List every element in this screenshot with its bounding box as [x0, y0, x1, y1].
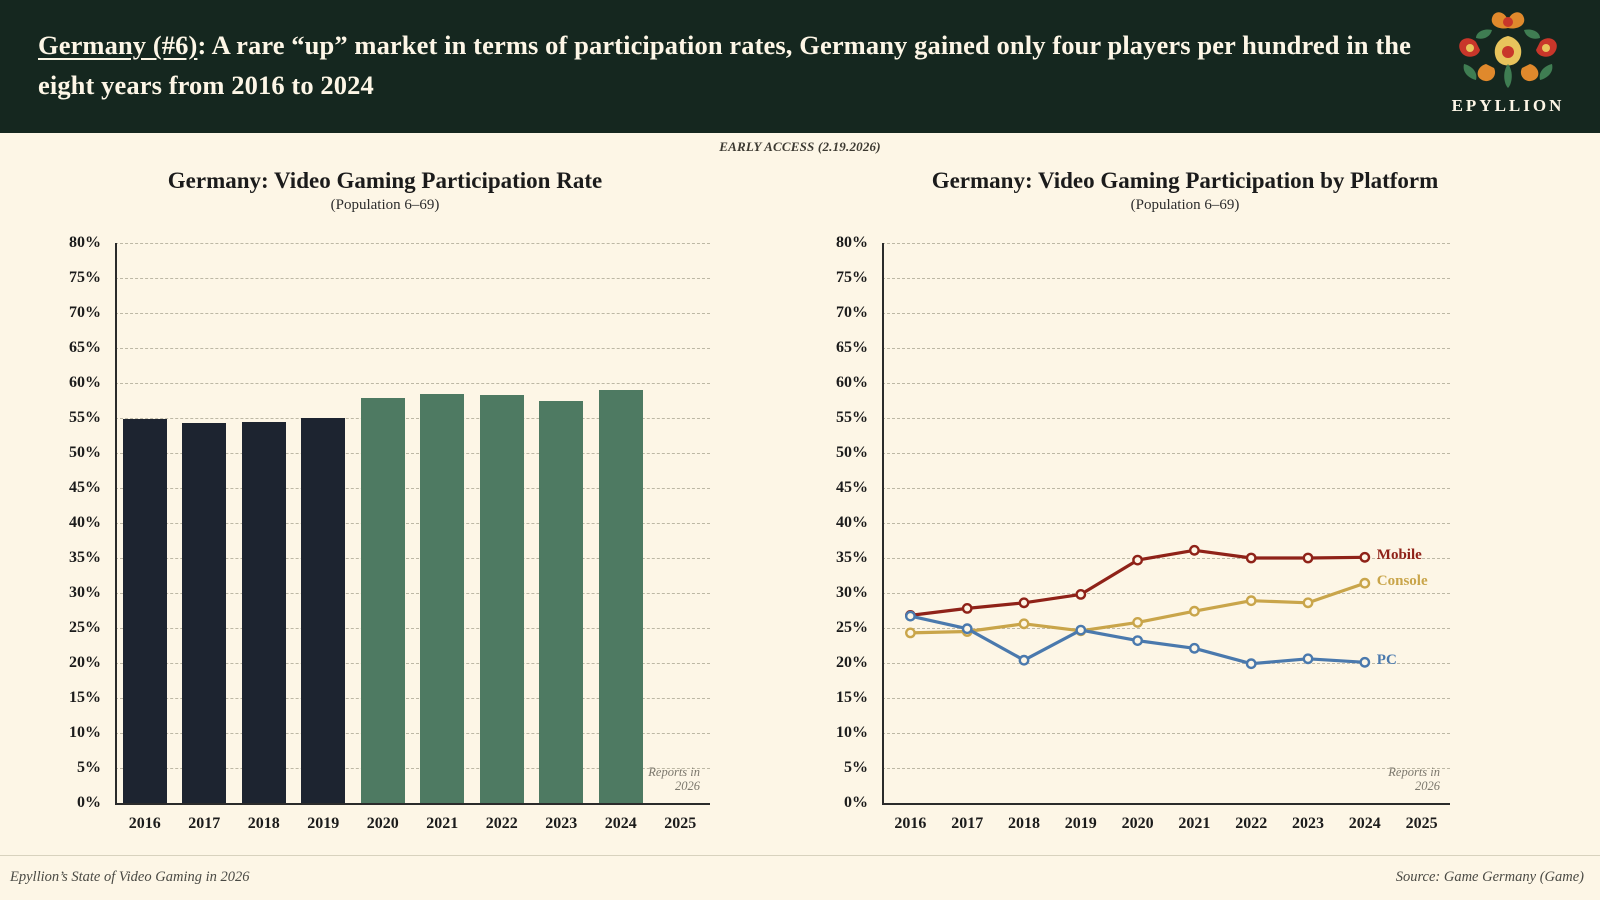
y-axis-tick-label: 0% — [844, 794, 868, 811]
x-axis-tick-label: 2025 — [664, 815, 697, 832]
data-point-mobile — [1133, 556, 1141, 564]
y-axis-tick-label: 10% — [69, 724, 101, 741]
y-axis-tick-label: 70% — [69, 304, 101, 321]
watermark-line-2: 2026 — [1415, 779, 1440, 794]
y-axis-tick-label: 80% — [69, 234, 101, 251]
data-point-console — [1020, 620, 1028, 628]
y-axis-tick-label: 25% — [836, 619, 868, 636]
x-axis-tick-label: 2019 — [307, 815, 340, 832]
x-axis-tick-label: 2023 — [545, 815, 578, 832]
watermark-line-2: 2026 — [675, 779, 700, 794]
data-point-console — [1133, 618, 1141, 626]
gridline — [115, 313, 710, 314]
gridline — [115, 348, 710, 349]
x-axis-tick-label: 2022 — [1235, 815, 1268, 832]
gridline — [115, 278, 710, 279]
series-label-mobile: Mobile — [1376, 547, 1422, 564]
line-series-layer — [770, 160, 1600, 850]
y-axis-tick-label: 50% — [69, 444, 101, 461]
y-axis-tick-label: 25% — [69, 619, 101, 636]
footer-source-right: Source: Game Germany (Game) — [1395, 869, 1584, 885]
x-axis-tick-label: 2016 — [894, 815, 927, 832]
y-axis-tick-label: 55% — [836, 409, 868, 426]
page-title-lead: Germany (#6) — [38, 30, 198, 60]
x-axis-tick-label: 2017 — [951, 815, 984, 832]
data-point-pc — [1077, 626, 1085, 634]
chart-panel-participation-by-platform — [770, 160, 1600, 850]
chart-title-right: Germany: Video Gaming Participation by Platform — [931, 168, 1439, 193]
data-point-pc — [1304, 655, 1312, 663]
data-point-console — [1190, 607, 1198, 615]
x-axis-tick-label: 2020 — [366, 815, 399, 832]
data-point-mobile — [1304, 554, 1312, 562]
brand-logo — [1438, 8, 1578, 126]
y-axis-tick-label: 75% — [69, 269, 101, 286]
y-axis-tick-label: 35% — [69, 549, 101, 566]
plot-area-right — [770, 160, 1600, 850]
bar-2024 — [599, 390, 643, 803]
y-axis-tick-label: 5% — [77, 759, 101, 776]
y-axis-tick-label: 50% — [836, 444, 868, 461]
data-point-pc — [1190, 644, 1198, 652]
page-header — [0, 0, 1600, 133]
data-point-mobile — [963, 604, 971, 612]
data-point-pc — [1020, 656, 1028, 664]
y-axis-tick-label: 15% — [69, 689, 101, 706]
x-axis-tick-label: 2017 — [188, 815, 221, 832]
x-axis-tick-label: 2021 — [426, 815, 459, 832]
chart-subtitle-right: (Population 6–69) — [1130, 197, 1240, 213]
chart-title-left: Germany: Video Gaming Participation Rate — [167, 168, 603, 193]
plot-area-left — [0, 160, 770, 850]
y-axis-tick-label: 45% — [69, 479, 101, 496]
floral-emblem-icon — [1446, 8, 1570, 94]
x-axis-tick-label: 2024 — [1348, 815, 1381, 832]
data-point-pc — [963, 625, 971, 633]
bar-2021 — [420, 394, 464, 803]
data-point-mobile — [1020, 599, 1028, 607]
y-axis-tick-label: 20% — [69, 654, 101, 671]
y-axis-tick-label: 5% — [844, 759, 868, 776]
y-axis-tick-label: 40% — [69, 514, 101, 531]
series-label-console: Console — [1376, 573, 1428, 590]
data-point-pc — [1361, 658, 1369, 666]
data-point-pc — [1247, 660, 1255, 668]
early-access-badge: EARLY ACCESS (2.19.2026) — [719, 139, 881, 154]
data-point-pc — [906, 612, 914, 620]
bar-2016 — [123, 419, 167, 803]
gridline — [115, 383, 710, 384]
data-point-console — [1361, 579, 1369, 587]
x-axis-tick-label: 2021 — [1178, 815, 1211, 832]
x-axis-tick-label: 2024 — [604, 815, 637, 832]
y-axis-tick-label: 15% — [836, 689, 868, 706]
bar-2020 — [361, 398, 405, 803]
x-axis-line — [115, 803, 710, 805]
footer-divider — [0, 855, 1600, 856]
y-axis-tick-label: 10% — [836, 724, 868, 741]
x-axis-tick-label: 2018 — [247, 815, 280, 832]
data-point-console — [1304, 599, 1312, 607]
x-axis-tick-label: 2016 — [128, 815, 161, 832]
y-axis-tick-label: 65% — [69, 339, 101, 356]
x-axis-tick-label: 2025 — [1405, 815, 1438, 832]
bar-2022 — [480, 395, 524, 803]
gridline — [115, 243, 710, 244]
data-point-console — [906, 629, 914, 637]
chart-subtitle-left: (Population 6–69) — [330, 197, 440, 213]
y-axis-tick-label: 30% — [69, 584, 101, 601]
page-title — [38, 26, 1438, 106]
y-axis-tick-label: 70% — [836, 304, 868, 321]
series-label-pc: PC — [1376, 652, 1397, 669]
bar-2017 — [182, 423, 226, 803]
y-axis-tick-label: 30% — [836, 584, 868, 601]
data-point-pc — [1133, 636, 1141, 644]
data-point-mobile — [1190, 546, 1198, 554]
bar-2018 — [242, 422, 286, 804]
x-axis-tick-label: 2023 — [1292, 815, 1324, 832]
y-axis-tick-label: 55% — [69, 409, 101, 426]
y-axis-tick-label: 75% — [836, 269, 868, 286]
bar-2019 — [301, 418, 345, 803]
bar-2023 — [539, 401, 583, 803]
y-axis-tick-label: 45% — [836, 479, 868, 496]
chart-panel-participation-rate — [0, 160, 770, 850]
data-point-mobile — [1247, 554, 1255, 562]
y-axis-tick-label: 80% — [836, 234, 868, 251]
y-axis-tick-label: 65% — [836, 339, 868, 356]
x-axis-tick-label: 2020 — [1121, 815, 1154, 832]
watermark-line-1: Reports in — [648, 765, 700, 779]
y-axis-tick-label: 20% — [836, 654, 868, 671]
data-point-console — [1247, 597, 1255, 605]
page-title-rest: : A rare “up” market in terms of participation rates, Germany gained only four players per hundred in the eight years from 2016 to 2024 — [38, 30, 1411, 100]
y-axis-tick-label: 0% — [77, 794, 101, 811]
data-point-mobile — [1361, 553, 1369, 561]
x-axis-tick-label: 2022 — [485, 815, 518, 832]
y-axis-tick-label: 60% — [69, 374, 101, 391]
y-axis-tick-label: 35% — [836, 549, 868, 566]
x-axis-tick-label: 2018 — [1008, 815, 1040, 832]
footer-source-left: Epyllion’s State of Video Gaming in 2026 — [10, 869, 250, 885]
y-axis-tick-label: 40% — [836, 514, 868, 531]
watermark-line-1: Reports in — [1388, 765, 1440, 779]
brand-wordmark: EPYLLION — [1451, 96, 1565, 115]
y-axis-tick-label: 60% — [836, 374, 868, 391]
x-axis-tick-label: 2019 — [1064, 815, 1097, 832]
y-axis-line — [115, 243, 117, 805]
data-point-mobile — [1077, 590, 1085, 598]
